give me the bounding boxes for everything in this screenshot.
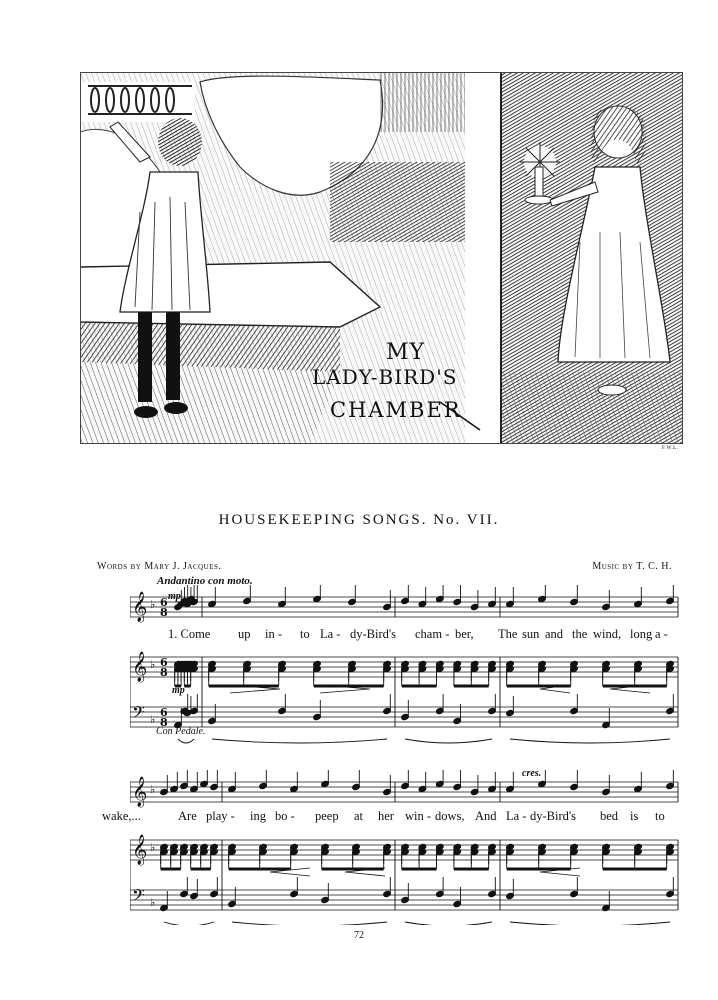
key-flat: ♭ [150,896,156,909]
score-system-2 [130,770,685,925]
beam [402,685,437,688]
lyric-1-syllable: cham - [415,627,450,641]
lyric-2-syllable: her [378,809,394,823]
time-signature: 8 [160,666,168,679]
lyric-1-syllable: long [630,627,653,641]
lyric-1-syllable: dy-Bird's [350,627,397,641]
slur [232,922,387,925]
lyric-2-syllable: to [655,809,665,823]
crescendo-marking: cres. [522,768,542,779]
slur [164,922,214,925]
lyrics-line-2 [102,809,685,825]
treble-clef: 𝄞 [132,777,148,807]
lyric-2-syllable: play - [206,809,235,823]
lyric-2-syllable: La - [506,809,527,823]
lyric-1-syllable: a - [655,627,668,641]
key-flat: ♭ [150,841,156,854]
lyric-2-syllable: at [354,809,364,823]
lyric-2-syllable: bo - [275,809,295,823]
illustrator-mark: F.W.L. [662,446,679,451]
lyric-2-syllable: peep [315,809,339,823]
lyric-2-syllable: is [630,809,639,823]
slur [510,922,670,925]
words-credit: Words by Mary J. Jacques. [97,561,222,572]
score-system-1 [130,585,685,745]
illustration-title-line-2: LADY-BIRD'S [312,365,458,389]
piano-dynamic: mp [172,685,185,696]
illustration-title-line-3: CHAMBER [330,398,462,422]
music-system-2 [102,768,685,925]
lyric-2-syllable: dy-Bird's [530,809,577,823]
lyric-1-syllable: in - [265,627,283,641]
page-number: 72 [354,930,364,941]
music-system-1 [130,585,685,745]
treble-clef: 𝄞 [132,592,148,622]
time-signature: 6 [160,656,168,669]
lyric-1-syllable: sun [522,627,540,641]
music-credit: Music by T. C. H. [592,561,672,572]
treble-clef: 𝄞 [132,835,148,865]
lyric-2-syllable: win - [405,809,432,823]
slur [212,739,387,743]
beam [454,685,489,688]
beam [191,868,211,871]
time-signature: 6 [160,596,168,609]
time-signature: 8 [160,606,168,619]
lyric-2-syllable: Are [178,809,197,823]
illustration-engraving [80,72,683,444]
slur [405,739,492,743]
lyric-2-syllable: bed [600,809,619,823]
lyric-1-syllable: The [498,627,518,641]
treble-clef: 𝄞 [132,652,148,682]
key-flat: ♭ [150,598,156,611]
lyric-1-syllable: to [300,627,310,641]
lyric-2-syllable: And [475,809,497,823]
key-flat: ♭ [150,783,156,796]
pedal-marking: Con Pedale. [156,726,206,737]
slur [510,739,670,743]
illustration-title-line-1: MY [386,340,426,365]
voice-dynamic: mp [168,591,181,602]
lyric-1-syllable: wind, [593,627,622,641]
lyric-2-syllable: wake,... [102,809,141,823]
song-title: HOUSEKEEPING SONGS. No. VII. [218,512,500,528]
beam [603,685,667,688]
time-signature: 8 [160,716,168,729]
beam [603,868,667,871]
beam [161,868,181,871]
slur [178,739,194,743]
key-flat: ♭ [150,658,156,671]
lyric-1-syllable: La - [320,627,341,641]
lyric-1-syllable: ber, [455,627,474,641]
lyric-2-syllable: dows, [435,809,465,823]
beam [229,868,291,871]
lyric-1-syllable: the [572,627,588,641]
slur [405,922,492,925]
lyric-1-syllable: 1. Come [168,627,211,641]
beam [454,868,489,871]
time-signature: 6 [160,706,168,719]
key-flat: ♭ [150,713,156,726]
illustration [80,72,683,444]
tempo-marking: Andantino con moto. [157,575,253,587]
lyric-1-syllable: and [545,627,564,641]
lyric-2-syllable: ing [250,809,266,823]
beam [184,685,190,688]
lyrics-line-1 [130,627,685,643]
bass-clef: 𝄢 [132,885,145,909]
beam [402,868,437,871]
lyric-1-syllable: up [238,627,251,641]
bass-clef: 𝄢 [132,702,145,726]
